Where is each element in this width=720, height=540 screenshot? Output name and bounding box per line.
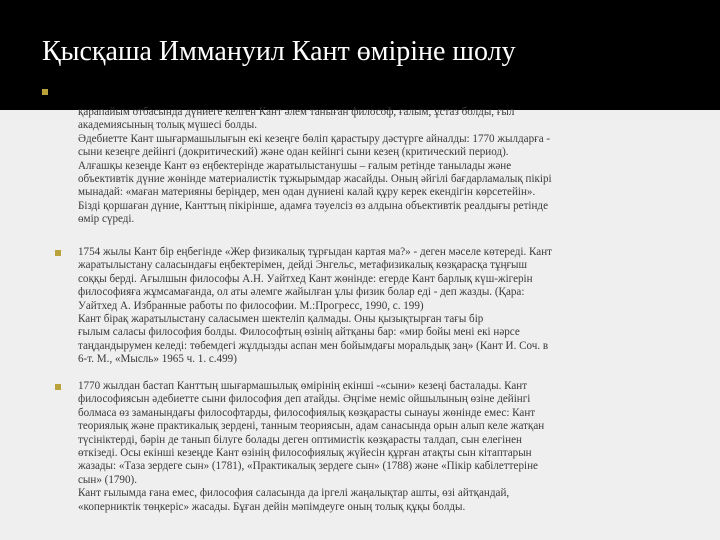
text-line: философиясын әдебиетте сыни философия деп атайды. Әңгіме неміс ойшылының өзіне дейінгі	[78, 393, 531, 406]
text-line: сын» (1790).	[78, 473, 137, 486]
text-line: Әдебиетте Кант шығармашылығын екі кезеңге бөліп қарастыру дәстүрге айналды: 1770 жылдарға -	[78, 132, 551, 145]
bullet-text-2	[78, 246, 684, 367]
text-line: Уайтхед А. Избранные работы по философии. М.:Прогресс, 1990, с. 199)	[78, 299, 424, 312]
bullet-marker-icon	[42, 89, 48, 95]
text-line: Алғашқы кезеңде Кант өз еңбектерінде жаратылыстанушы – ғалым ретінде танылады және	[78, 159, 512, 172]
text-line: 1770 жылдан бастап Канттың шығармашылық өмірінің екінші -«сыни» кезеңі басталады. Кант	[78, 380, 528, 392]
text-line: Кант бірақ жаратылыстану саласымен шектеліп қалмады. Оны қызықтырған тағы бір	[78, 313, 484, 326]
text-line: таңдандырумен келеді: төбемдегі жұлдызды аспан мен бойымдағы моральдық заң» (Кант И. Соч. в	[78, 339, 549, 352]
text-line: теориялық және практикалық зердені, танным теориясын, адам санасында орын алып келе жатқан	[78, 420, 545, 433]
text-line: жазады: «Таза зердеге сын» (1781), «Практикалық зердеге сын» (1788) және «Пікір кабілеттеріне	[78, 460, 538, 473]
text-line: болмаса өз заманындағы философтарды, философиялық көзқарасты сынауы жөнінде емес: Кант	[78, 406, 536, 419]
text-line: қарапайым отбасында дүниеге келген Кант әлем таныған философ, ғалым, ұстаз болды, ғыл	[78, 106, 515, 118]
text-line: соққы берді. Ағылшын философы А.Н. Уайтхед Кант жөнінде: егерде Кант барлық күш-жігерін	[78, 272, 533, 285]
bullet-text-1	[78, 106, 684, 227]
text-line: «коперниктік төңкеріс» жасады. Бұған дейін мәпімдеуге оның толық құқы болды.	[78, 500, 466, 513]
slide-title: Қысқаша Иммануил Кант өміріне шолу	[42, 36, 516, 67]
text-line: 1754 жылы Кант бір еңбегінде «Жер физикалық тұрғыдан картая ма?» - деген мәселе көтереді. Кант	[78, 246, 552, 258]
title-band	[0, 0, 720, 110]
text-line: объективтік дүние жөнінде материалистік тұжырымдар жасайды. Оның әйгілі бағдарламалық пікірі	[78, 173, 552, 186]
text-line: 6-т. М., «Мысль» 1965 ч. 1. с.499)	[78, 353, 237, 366]
text-line: мынадай: «маған материяны беріңдер, мен одан дүниені калай құру керек екендігін көрсетейін».	[78, 186, 536, 199]
text-line: жаратылыстану саласындағы еңбектерімен, дейді Энгельс, метафизикалық көзқарасқа тұңғыш	[78, 259, 528, 272]
text-line: түсініктерді, бәрін де танып білуге болады деген оптимистік көзқарасты талдап, сын елегінен	[78, 433, 522, 446]
bullet-marker-icon	[55, 384, 61, 390]
text-line: академиясының толық мүшесі болды.	[78, 119, 257, 132]
text-line: ғылым саласы философия болды. Философтың өзінің айтқаны бар: «мир бойы мені екі нәрсе	[78, 326, 520, 339]
bullet-text-3	[78, 380, 684, 514]
text-line: өткізеді. Осы екінші кезеңде Кант өзінің философиялық жүйесін құрған атақты сын кітаптарын	[78, 447, 532, 460]
text-line: философияға жұмсамағанда, ол аты әлемге жайылған ұлы физик болар еді - деп жазды. (Қара:	[78, 286, 525, 299]
text-line: өмір сүреді.	[78, 213, 135, 226]
text-line: Бізді қоршаған дүние, Канттың пікірінше, адамға тәуелсіз өз алдына объективтік реалдығы ретінде	[78, 199, 548, 212]
text-line: Кант ғылымда ғана емес, философия саласында да іргелі жаңалықтар ашты, өзі айтқандай,	[78, 487, 510, 500]
text-line: сыни кезеңге дейінгі (докритический) және одан кейінгі сыни кезең (критический период).	[78, 146, 509, 159]
bullet-marker-icon	[55, 250, 61, 256]
